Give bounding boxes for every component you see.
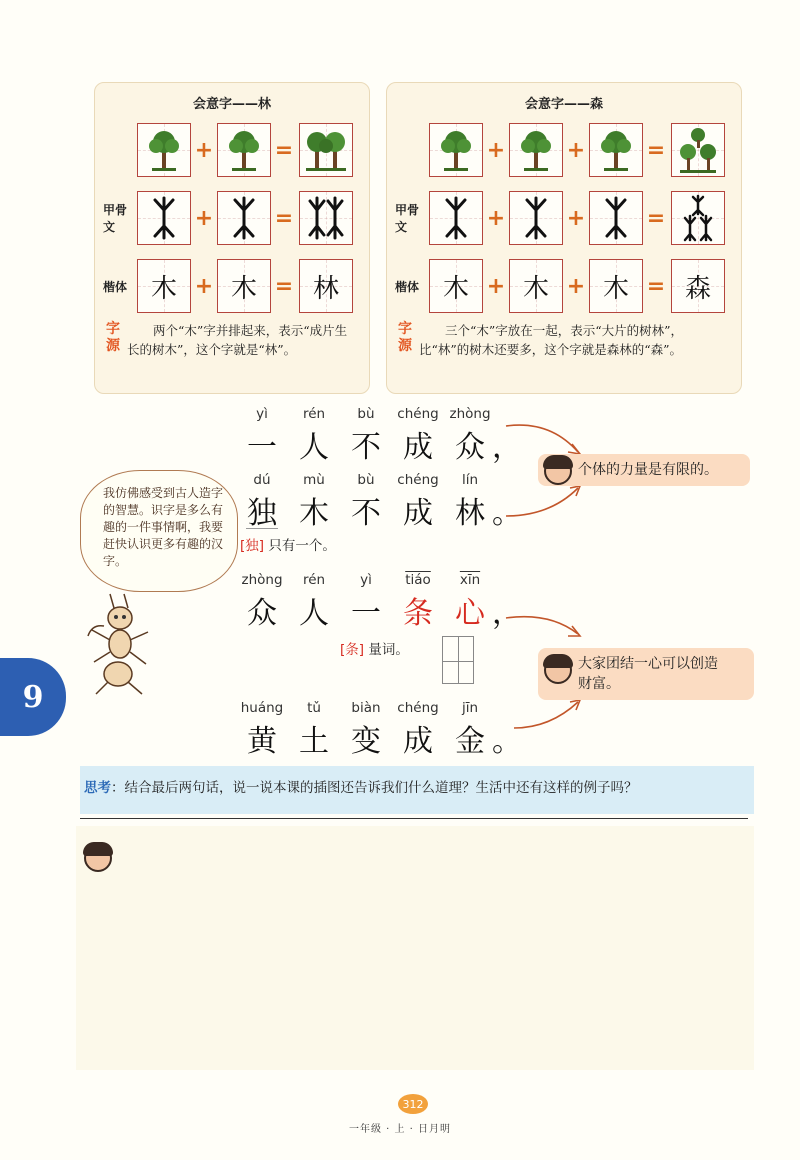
plus-sign: + (566, 205, 586, 231)
punctuation: 。 (492, 496, 522, 531)
equals-sign: = (646, 205, 666, 231)
page-number: 312 (398, 1094, 428, 1114)
hanzi: 金 (455, 724, 485, 759)
hanzi: 众 (247, 596, 277, 631)
ant-character-icon (84, 590, 154, 696)
oracle-mu-icon (509, 191, 563, 245)
plus-sign: + (486, 273, 506, 299)
pinyin: jīn (461, 700, 479, 716)
girl-avatar-icon (544, 656, 572, 684)
hanzi: 独 (247, 496, 277, 531)
plus-sign: + (486, 137, 506, 163)
pinyin: bù (357, 406, 375, 422)
regular-char: 森 (671, 259, 725, 313)
punctuation: ， (492, 430, 522, 465)
hanzi: 人 (299, 596, 329, 631)
equals-sign: = (274, 273, 294, 299)
picture-row (95, 123, 369, 179)
hanzi: 不 (351, 430, 381, 465)
ant-speech-bubble: 我仿佛感受到古人造字的智慧。识字是多么有趣的一件事情啊，我要赶快认识更多有趣的汉字。 (80, 470, 238, 592)
pinyin: biàn (351, 700, 381, 716)
regular-row (95, 259, 369, 315)
origin-label: 字源 (398, 321, 412, 354)
equals-sign: = (274, 205, 294, 231)
pinyin: yì (256, 406, 268, 422)
regular-char: 木 (509, 259, 563, 313)
tip-bubble: 大家团结一心可以创造 财富。 (538, 648, 754, 700)
origin-text: 三个“木”字放在一起，表示“大片的树林”，比“林”的树木还要多，这个字就是森林的“森”。 (419, 323, 684, 357)
divider (80, 818, 748, 819)
regular-row (387, 259, 741, 315)
origin-text: 两个“木”字并排起来，表示“成片生长的树木”，这个字就是“林”。 (127, 323, 348, 357)
tree-stack-icon (671, 123, 725, 177)
row-label-regular: 楷体 (395, 279, 420, 294)
hanzi: 成 (403, 724, 433, 759)
regular-char: 木 (589, 259, 643, 313)
hanzi: 心 (455, 596, 485, 631)
tree-icon (589, 123, 643, 177)
pinyin: chéng (397, 700, 439, 716)
girl-avatar-icon (84, 844, 112, 872)
pinyin: yì (360, 572, 372, 588)
pinyin: lín (461, 472, 479, 488)
regular-char: 木 (137, 259, 191, 313)
hanzi: 黄 (247, 724, 277, 759)
plus-sign: + (566, 137, 586, 163)
picture-row (387, 123, 741, 179)
pinyin: rén (302, 572, 326, 588)
hanzi: 不 (351, 496, 381, 531)
tree-icon (217, 123, 271, 177)
character-origin (105, 321, 357, 359)
pinyin: huáng (240, 700, 284, 716)
panel-sen (386, 82, 742, 394)
pinyin: rén (302, 406, 326, 422)
oracle-mu-icon (429, 191, 483, 245)
plus-sign: + (566, 273, 586, 299)
panel-lin (94, 82, 370, 394)
hanzi: 一 (247, 430, 277, 465)
hanzi: 人 (299, 430, 329, 465)
girl-avatar-icon (544, 457, 572, 485)
regular-char: 林 (299, 259, 353, 313)
oracle-mu-icon (589, 191, 643, 245)
plus-sign: + (194, 273, 214, 299)
panel-title: 会意字——林 (192, 97, 271, 112)
answer-area[interactable] (76, 826, 754, 1070)
hanzi: 成 (403, 496, 433, 531)
oracle-mu-icon (217, 191, 271, 245)
underline-mark (246, 528, 278, 529)
pinyin: dú (253, 472, 271, 488)
regular-char: 木 (217, 259, 271, 313)
equals-sign: = (646, 137, 666, 163)
hanzi: 木 (299, 496, 329, 531)
equals-sign: = (646, 273, 666, 299)
pinyin: tiáo (405, 572, 431, 588)
plus-sign: + (486, 205, 506, 231)
tip-bubble: 个体的力量是有限的。 (538, 454, 750, 486)
tree-icon (429, 123, 483, 177)
origin-label: 字源 (106, 321, 120, 354)
note-tiao: [条] 量词。 (340, 642, 409, 658)
hanzi: 一 (351, 596, 381, 631)
tree-icon (509, 123, 563, 177)
hanzi: 众 (455, 430, 485, 465)
hanzi: 条 (403, 596, 433, 631)
plus-sign: + (194, 205, 214, 231)
hanzi: 土 (299, 724, 329, 759)
pinyin: $\overline{xīn}$ (459, 572, 481, 588)
panel-title: 会意字——森 (524, 97, 603, 112)
tree-pair-icon (299, 123, 353, 177)
pinyin: mù (303, 472, 325, 488)
oracle-row (95, 191, 369, 247)
pinyin: bù (357, 472, 375, 488)
regular-char: 木 (429, 259, 483, 313)
pinyin: zhòng (241, 572, 283, 588)
tree-icon (137, 123, 191, 177)
character-origin (397, 321, 729, 359)
chapter-tab: 9 (0, 658, 66, 736)
oracle-sen-icon (671, 191, 725, 245)
hanzi: 成 (403, 430, 433, 465)
pinyin: zhòng (449, 406, 491, 422)
oracle-row (387, 191, 741, 247)
oracle-mu-icon (137, 191, 191, 245)
plus-sign: + (194, 137, 214, 163)
punctuation: 。 (492, 724, 522, 759)
row-label-oracle: 甲骨文 (395, 203, 420, 234)
pinyin: chéng (397, 406, 439, 422)
writing-grid[interactable] (442, 636, 474, 684)
footer: 一年级 · 上 · 日月明 (348, 1124, 452, 1135)
oracle-lin-icon (299, 191, 353, 245)
think-prompt: 思考：结合最后两句话，说一说本课的插图还告诉我们什么道理？生活中还有这样的例子吗？ (80, 766, 754, 814)
row-label-regular: 楷体 (103, 279, 128, 294)
equals-sign: = (274, 137, 294, 163)
pinyin: tǔ (307, 700, 321, 716)
hanzi: 变 (351, 724, 381, 759)
punctuation: ， (492, 596, 522, 631)
row-label-oracle: 甲骨文 (103, 203, 128, 234)
hanzi: 林 (455, 496, 485, 531)
pinyin: chéng (397, 472, 439, 488)
note-du: [独] 只有一个。 (240, 538, 336, 554)
